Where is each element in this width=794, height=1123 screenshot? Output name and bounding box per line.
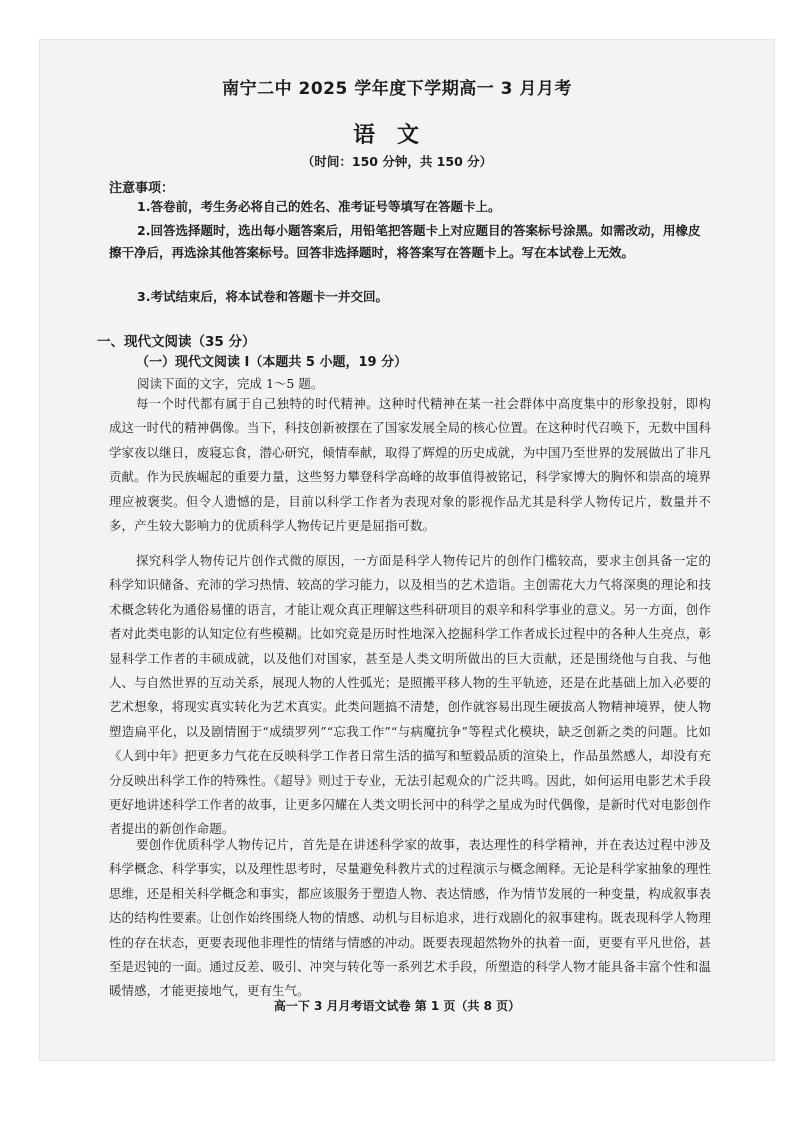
reading-paragraph-1: 每一个时代都有属于自己独特的时代精神。这种时代精神在某一社会群体中高度集中的形象投射，即构成这一时代的精神偶像。当下，科技创新被摆在了国家发展全局的核心位置。在这种时代召唤下，无数中国科学家夜以继日，废寝忘食，潜心研究，倾情奉献，取得了辉煌的历史成就，为中国乃至世界的发展做出了非凡贡献。作为民族崛起的重要力量，这些努力攀登科学高峰的故事值得被铭记，科学家博大的胸怀和崇高的境界理应被褒奖。但令人遗憾的是，目前以科学工作者为表现对象的影视作品尤其是科学人物传记片，数量并不多，产生较大影响力的优质科学人物传记片更是屈指可数。 <box>109 396 711 534</box>
reading-paragraph-2: 探究科学人物传记片创作式微的原因，一方面是科学人物传记片的创作门槛较高，要求主创具备一定的科学知识储备、充沛的学习热情、较高的学习能力，以及相当的艺术造诣。主创需花大力气将深奥的理论和技术概念转化为通俗易懂的语言，才能让观众真正理解这些科研项目的艰辛和科学事业的意义。另一方面，创作者对此类电影的认知定位有些模糊。比如究竟是历时性地深入挖掘科学工作者成长过程中的各种人生亮点，彰显科学工作者的丰硕成就，以及他们对国家，甚至是人类文明所做出的巨大贡献，还是围绕他与自我、与他人、与自然世界的互动关系，展现人物的人性弧光；是照搬平移人物的生平轨迹，还是在此基础上加入必要的艺术想象，将现实真实转化为艺术真实。此类问题搞不清楚，创作就容易出现生硬拔高人物精神境界，使人物塑造扁平化，以及剧情囿于“成绩罗列”“忘我工作”“与病魔抗争”等程式化模块，缺乏创新之类的问题。比如《人到中年》把更多力气花在反映科学工作者日常生活的描写和堑毅品质的渲染上，作品虽然感人，却没有充分反映出科学工作的特殊性。《超导》则过于专业，无法引起观众的广泛共鸣。因此，如何运用电影艺术手段更好地讲述科学工作者的故事，让更多闪耀在人类文明长河中的科学之星成为时代偶像，是新时代对电影创作者提出的新创作命题。 <box>109 553 711 837</box>
reading-instruction: 阅读下面的文字，完成 1～5 题。 <box>137 376 324 391</box>
exam-subject: 语文 <box>352 123 441 148</box>
section-heading: 一、现代文阅读（35 分） <box>97 334 256 350</box>
subsection-heading: （一）现代文阅读 I（本题共 5 小题，19 分） <box>136 355 408 370</box>
exam-time-info: （时间：150 分钟，共 150 分） <box>301 154 493 169</box>
notice-item-1: 1.答卷前，考生务必将自己的姓名、准考证号等填写在答题卡上。 <box>137 199 501 214</box>
exam-title: 南宁二中 2025 学年度下学期高一 3 月月考 <box>222 79 572 99</box>
page-footer: 高一下 3 月月考语文试卷 第 1 页（共 8 页） <box>273 999 521 1013</box>
notice-item-2: 2.回答选择题时，选出每小题答案后，用铅笔把答题卡上对应题目的答案标号涂黑。如需改动，用橡皮擦干净后，再选涂其他答案标号。回答非选择题时，将答案写在答题卡上。写在本试卷上无效。 <box>109 223 701 260</box>
notice-heading: 注意事项： <box>109 181 175 196</box>
notice-item-3: 3.考试结束后，将本试卷和答题卡一并交回。 <box>137 289 388 304</box>
reading-paragraph-3: 要创作优质科学人物传记片，首先是在讲述科学家的故事，表达理性的科学精神，并在表达过程中涉及科学概念、科学事实，以及理性思考时，尽量避免科教片式的过程演示与概念阐释。无论是科学家抽象的理性思维，还是相关科学概念和事实，都应该服务于塑造人物、表达情感，作为情节发展的一种变量，构成叙事表达的结构性要素。让创作始终围绕人物的情感、动机与目标追求，进行戏剧化的叙事建构。既表现科学人物理性的存在状态，更要表现他非理性的情绪与情感的冲动。既要表现超然物外的执着一面，更要有平凡世俗，甚至是迟钝的一面。通过反差、吸引、冲突与转化等一系列艺术手段，所塑造的科学人物才能具备丰富个性和温暖情感，才能更接地气，更有生气。 <box>109 837 711 999</box>
